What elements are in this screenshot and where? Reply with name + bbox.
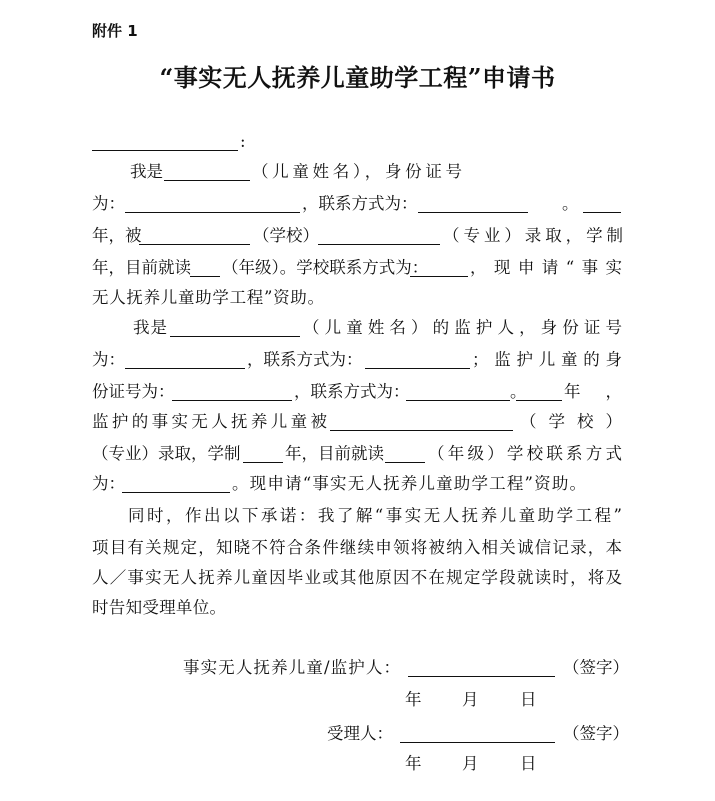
- text: ，现申请“事实: [470, 258, 622, 277]
- sign-label: （签字）: [563, 658, 629, 677]
- p2-line: [0, 472, 715, 496]
- contact-blank[interactable]: [418, 212, 528, 213]
- text: （年级）学校联系方式: [428, 444, 622, 463]
- text: （儿童姓名），身份证号: [252, 162, 462, 181]
- text: 人／事实无人抚养儿童因毕业或其他原因不在规定学段就读时，将及: [92, 568, 622, 587]
- day-label: 日: [520, 754, 537, 773]
- child-id-blank[interactable]: [172, 400, 292, 401]
- applicant-label: 事实无人抚养儿童/监护人：: [183, 658, 400, 677]
- text: 为：: [92, 474, 125, 493]
- text: 无人抚养儿童助学工程”资助。: [92, 288, 324, 307]
- p3-line: [0, 596, 715, 620]
- guardian-id-blank[interactable]: [125, 368, 245, 369]
- text: 。现申请“事实无人抚养儿童助学工程”资助。: [232, 474, 586, 493]
- day-label: 日: [520, 690, 537, 709]
- month-label: 月: [462, 754, 479, 773]
- applicant-signature-line: [0, 656, 715, 680]
- p2-line: [0, 442, 715, 466]
- text: 同时，作出以下承诺：我了解“事实无人抚养儿童助学工程”: [128, 506, 622, 525]
- applicant-date-line: [0, 688, 715, 712]
- p2-line: [0, 316, 715, 340]
- receiver-label: 受理人：: [327, 724, 393, 743]
- text: ；监护儿童的身: [472, 350, 622, 369]
- text: ，联系方式为：: [294, 382, 410, 401]
- page-title: “事实无人抚养儿童助学工程”申请书: [159, 63, 556, 92]
- id-number-blank[interactable]: [125, 212, 300, 213]
- grade-blank[interactable]: [190, 276, 220, 277]
- p2-line: [0, 380, 715, 404]
- text: 年，被: [92, 226, 142, 245]
- attachment-label: 附件 1: [92, 22, 138, 40]
- recipient-blank[interactable]: [92, 150, 238, 151]
- text: 年，目前就读: [92, 258, 191, 277]
- receiver-signature-line: [0, 722, 715, 746]
- text: ，联系方式为：: [302, 194, 418, 213]
- sign-label: （签字）: [563, 724, 629, 743]
- text: 我是: [130, 162, 163, 181]
- text: 年，: [564, 382, 622, 401]
- school-blank[interactable]: [139, 244, 250, 245]
- text: （学校）: [253, 226, 319, 245]
- p1-line: [0, 286, 715, 310]
- text: 。: [510, 382, 527, 401]
- school-blank[interactable]: [330, 430, 513, 431]
- text: （儿童姓名）的监护人，身份证号: [303, 318, 622, 337]
- text: （年级）。学校联系方式为：: [222, 258, 429, 277]
- text: 项目有关规定，知晓不符合条件继续申领将被纳入相关诚信记录，本: [92, 538, 622, 557]
- year-blank[interactable]: [516, 400, 562, 401]
- p3-line: [0, 566, 715, 590]
- salutation-line: [0, 130, 715, 154]
- text: 监护的事实无人抚养儿童被: [92, 412, 327, 431]
- text: ，联系方式为：: [247, 350, 363, 369]
- applicant-signature-field[interactable]: [408, 676, 555, 677]
- p3-line: [0, 536, 715, 560]
- p2-line: [0, 348, 715, 372]
- colon: :: [240, 132, 246, 151]
- text: （学校）: [520, 412, 622, 431]
- receiver-signature-field[interactable]: [400, 742, 555, 743]
- text: 。: [562, 194, 579, 213]
- grade-blank[interactable]: [385, 462, 425, 463]
- year-label: 年: [405, 754, 422, 773]
- p1-line: [0, 224, 715, 248]
- p1-line: [0, 160, 715, 184]
- p3-line: [0, 504, 715, 528]
- text: 为：: [92, 350, 125, 369]
- text: （专业）录取，学制: [443, 226, 623, 245]
- major-blank[interactable]: [318, 244, 440, 245]
- p2-line: [0, 410, 715, 434]
- month-label: 月: [462, 690, 479, 709]
- duration-blank[interactable]: [243, 462, 283, 463]
- text: 份证号为：: [92, 382, 175, 401]
- year-blank[interactable]: [583, 212, 621, 213]
- school-contact-blank[interactable]: [410, 276, 468, 277]
- child-name-blank[interactable]: [170, 336, 300, 337]
- school-contact-blank[interactable]: [122, 492, 230, 493]
- text: 为：: [92, 194, 125, 213]
- text: 年，目前就读: [285, 444, 384, 463]
- p1-line: [0, 256, 715, 280]
- child-name-blank[interactable]: [164, 180, 250, 181]
- text: 时告知受理单位。: [92, 598, 226, 617]
- receiver-date-line: [0, 752, 715, 776]
- year-label: 年: [405, 690, 422, 709]
- guardian-contact-blank[interactable]: [365, 368, 470, 369]
- p1-line: [0, 192, 715, 216]
- child-contact-blank[interactable]: [406, 400, 510, 401]
- text: 我是: [133, 318, 167, 337]
- text: （专业）录取，学制: [92, 444, 241, 463]
